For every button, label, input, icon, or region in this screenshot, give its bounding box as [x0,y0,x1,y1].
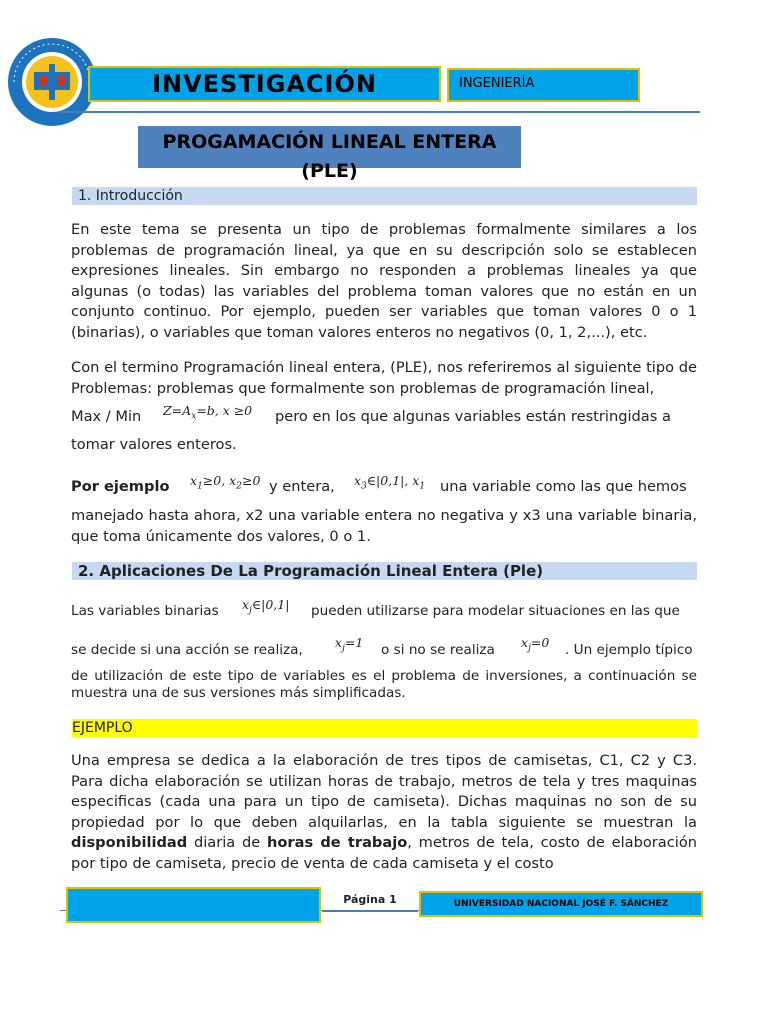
decide-after: . Un ejemplo típico [565,642,693,658]
formula-x1x2: $x_1\ge 0$, $x_2\ge 0$ [190,473,261,492]
ejemplo-paragraph [71,751,697,875]
binarias-after: pueden utilizarse para modelar situaciones en las que [311,603,680,619]
formula-x3: $x_3\in|0,1|$, $x_1$ [354,473,426,492]
ejemplo-bold-horas: horas de trabajo [267,834,408,852]
ejemplo-text-part3: , metros de tela, costo de elaboración por tipo de camiseta, precio de venta de cada camiseta y el costo [71,834,697,872]
section1-paragraph2: Con el termino Programación lineal entera, (PLE), nos referiremos al siguiente tipo de Problemas: problemas que formalmente son problemas de programación lineal, [71,359,697,397]
footer-page-underline [322,911,418,912]
maxmin-line2: tomar valores enteros. [71,436,237,453]
section2-continuation: de utilización de este tipo de variables es el problema de inversiones, a continuación se muestra una de sus versiones más simplificadas. [71,668,697,701]
ejemplo-text-part1: Una empresa se dedica a la elaboración de tres tipos de camisetas, C1, C2 y C3. Para dicha elaboración se utilizan horas de trabajo, metros de tela y tres maquinas especificas (cada una para un tipo de camiseta). Dichas maquinas no son de su propiedad por lo que deben alquilarlas, en la tabla siguiente se muestran la [71,752,697,831]
header-title-box [88,66,441,102]
university-logo [6,36,98,128]
decide-mid: o si no se realiza [381,642,495,658]
footer-page-label: Página 1 [343,893,397,906]
formula-xj-binary: $x_j\in|0,1|$ [242,597,290,616]
header-department: INGENIERÍA [447,68,640,102]
ejemplo-text-part2: diaria de [187,834,267,852]
decide-label: se decide si una acción se realiza, [71,642,303,658]
maxmin-after: pero en los que algunas variables están restringidas a [275,408,671,425]
section2-heading: 2. Aplicaciones De La Programación Lineal Entera (Ple) [72,562,697,580]
topic-title-line1: PROGAMACIÓN LINEAL ENTERA [162,131,497,153]
binarias-label: Las variables binarias [71,603,219,619]
example-label: Por ejemplo [71,478,170,495]
topic-title [138,126,521,186]
formula-xj-1: $x_j=1$ [335,635,364,654]
ejemplo-bold-disponibilidad: disponibilidad [71,834,188,852]
footer-left-box [66,887,321,923]
section1-heading: 1. Introducción [72,187,697,205]
example-after: una variable como las que hemos [440,478,687,495]
footer-university: UNIVERSIDAD NACIONAL JOSÉ F. SÁNCHEZ [419,891,703,917]
ejemplo-heading: EJEMPLO [72,719,697,737]
header-title: INVESTIGACIÓN [152,70,377,98]
maxmin-label: Max / Min [71,408,142,425]
header-divider [60,111,700,113]
example-continuation: manejado hasta ahora, x2 una variable entera no negativa y x3 una variable binaria, que toma únicamente dos valores, 0 o 1. [71,507,697,545]
topic-title-line2: (PLE) [301,160,358,182]
topic-title-box [138,126,521,182]
formula-maxmin: $Z=A_x=b$, x ≥0 [163,403,253,422]
example-mid: y entera, [269,478,335,495]
formula-xj-0: $x_j=0$ [521,635,550,654]
section1-paragraph1: En este tema se presenta un tipo de problemas formalmente similares a los problemas de programación lineal, ya que en su descripción solo se establecen expresiones lineales. Sin embargo no responden a problemas lineales ya que algunas (o todas) las variables del problema toman valores que no están en un conjunto continuo. Por ejemplo, pueden ser variables que toman valores 0 o 1 (binarias), o variables que toman valores enteros no negativos (0, 1, 2,...), etc. [71,221,697,341]
